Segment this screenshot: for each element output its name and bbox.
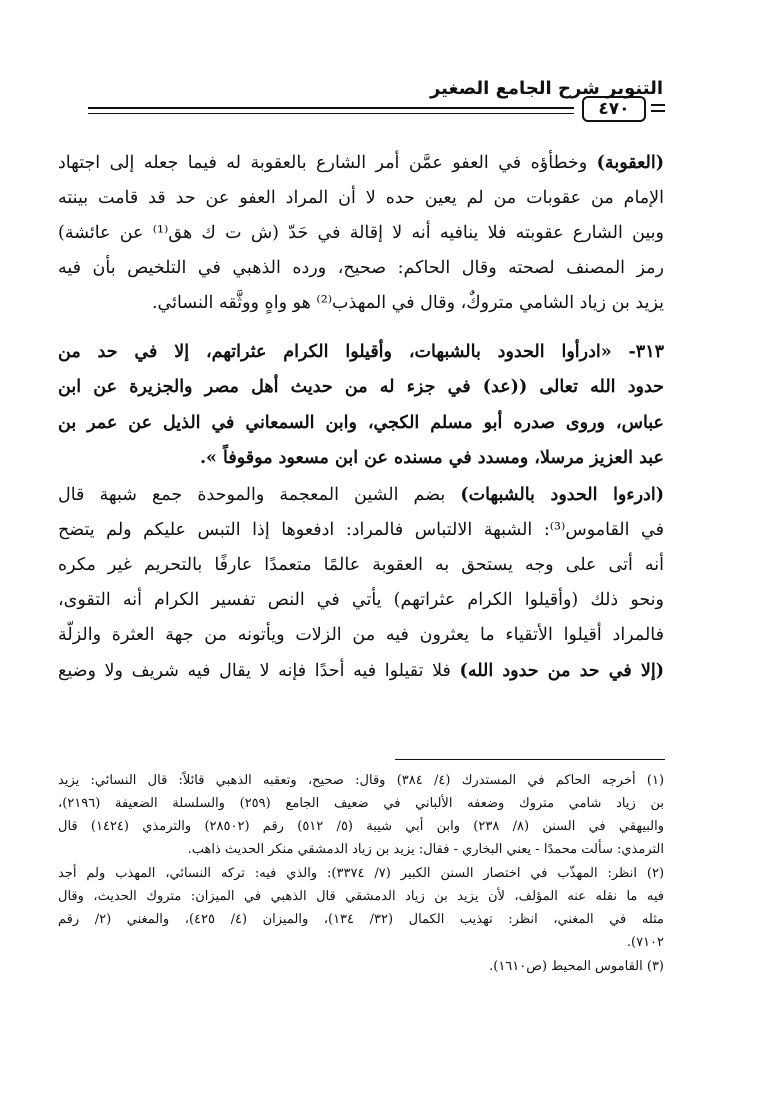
text-line — [58, 337, 664, 367]
text-line — [58, 408, 664, 438]
bold-term: (العقوبة) — [596, 153, 664, 173]
text-line — [58, 253, 664, 283]
text-line — [58, 656, 664, 686]
bold-term: (إلا في حد من حدود الله) — [459, 661, 665, 681]
line-text: حدود الله تعالى ((عد) في جزء له من حديث أهل مصر والجزيرة عن ابن — [58, 377, 664, 397]
running-header-title: التنوير شرح الجامع الصغير — [429, 78, 663, 99]
line-text: ونحو ذلك (وأقيلوا الكرام عثراتهم) يأتي في النص تفسير الكرام أنه التقوى، — [58, 590, 664, 610]
page-number-dash — [651, 110, 665, 112]
text-line — [58, 443, 664, 473]
line-text: في القاموس⁽³⁾: الشبهة الالتباس فالمراد: ادفعوها إذا التبس عليكم ولم يتضح — [58, 520, 665, 540]
page-number-dash — [651, 104, 665, 106]
line-text: يزيد بن زياد الشامي متروكٌ، وقال في المهذب⁽²⁾ هو واهٍ ووثَّقه النسائي. — [151, 293, 664, 313]
text-line — [58, 372, 664, 402]
bold-term: (ادرءوا الحدود بالشبهات) — [460, 485, 664, 505]
line-text: وخطأؤه في العفو عمَّن أمر الشارع بالعقوبة له فيما جعله إلى اجتهاد — [58, 153, 597, 173]
footnote-line: (٣) القاموس المحيط (ص١٦١٠). — [489, 959, 664, 974]
footnote-line: (٢) انظر: المهذّب في اختصار السنن الكبير (٧/ ٣٣٧٤): والذي فيه: تركه النسائي، المهذب ولم أجد — [58, 866, 665, 881]
footnote-line: فيه ما نقله عنه المؤلف، لأن يزيد بن زياد الدمشقي قال الذهبي في الميزان: متروك الحديث، وقال — [58, 889, 664, 904]
line-text: فالمراد أقيلوا الأتقياء ما يعثرون فيه من الزلات ويأتونه من جهة العثرة والزلّة — [58, 625, 664, 645]
header-rule — [88, 107, 574, 109]
footnote-line: والبيهقي في السنن (٨/ ٢٣٨) وابن أبي شيبة (٥/ ٥١٢) رقم (٢٨٥٠٢) والترمذي (١٤٢٤) قال — [58, 819, 665, 834]
line-text: ٣١٣- «ادرأوا الحدود بالشبهات، وأقيلوا الكرام عثراتهم، إلا في حد من — [58, 342, 664, 362]
footnote-separator — [395, 759, 665, 760]
text-line — [58, 288, 664, 318]
line-text: أنه أتى على وجه يستحق به العقوبة عالمًا متعمدًا عارفًا بالتحريم غير مكره — [58, 555, 664, 575]
text-line — [58, 515, 664, 545]
text-line — [58, 585, 664, 615]
text-line — [58, 620, 664, 650]
text-line — [58, 480, 664, 510]
page-number: ٤٧٠ — [582, 96, 646, 122]
line-text: رمز المصنف لصحته وقال الحاكم: صحيح، ورده الذهبي في التلخيص بأن فيه — [58, 258, 664, 278]
line-text: عبد العزيز مرسلا، ومسدد في مسنده عن ابن مسعود موقوفاً ». — [199, 448, 664, 468]
footnote-line: ٧١٠٢). — [626, 935, 664, 950]
text-line — [58, 183, 664, 213]
line-text: الإمام من عقوبات من لم يعين حده لا أن المراد العفو عن حد قد قامت بينته — [58, 188, 664, 208]
footnote-line: (١) أخرجه الحاكم في المستدرك (٤/ ٣٨٤) وقال: صحيح، وتعقبه الذهبي قائلاً: قال النسائي: يزيد — [58, 773, 665, 788]
footnote-line: بن زياد شامي متروك وضعفه الألباني في ضعيف الجامع (٢٥٩) والسلسلة الضعيفة (٢١٩٦)، — [58, 796, 664, 811]
text-line — [58, 550, 664, 580]
line-text: فلا تقيلوا فيه أحدًا فإنه لا يقال فيه شريف ولا وضيع — [58, 661, 460, 681]
footnote-line: مثله في المغني، انظر: تهذيب الكمال (٣٢/ ١٣٤)، والميزان (٤/ ٤٢٥)، والمغني (٢/ رقم — [58, 912, 665, 927]
line-text: بضم الشين المعجمة والموحدة جمع شبهة قال — [58, 485, 461, 505]
text-line — [58, 148, 664, 178]
header-rule-thin — [88, 113, 574, 114]
footnote-line: الترمذي: سألت محمدًا - يعني البخاري - فقال: يزيد بن زياد الدمشقي منكر الحديث ذاهب. — [187, 842, 664, 857]
text-line — [58, 218, 664, 248]
line-text: وبين الشارع عقوبته فلا ينافيه أنه لا إقالة في حَدّ (ش ت ك هق⁽¹⁾ عن عائشة) — [58, 223, 664, 243]
line-text: عباس، وروى صدره أبو مسلم الكجي، وابن السمعاني في الذيل عن عمر بن — [58, 413, 664, 433]
